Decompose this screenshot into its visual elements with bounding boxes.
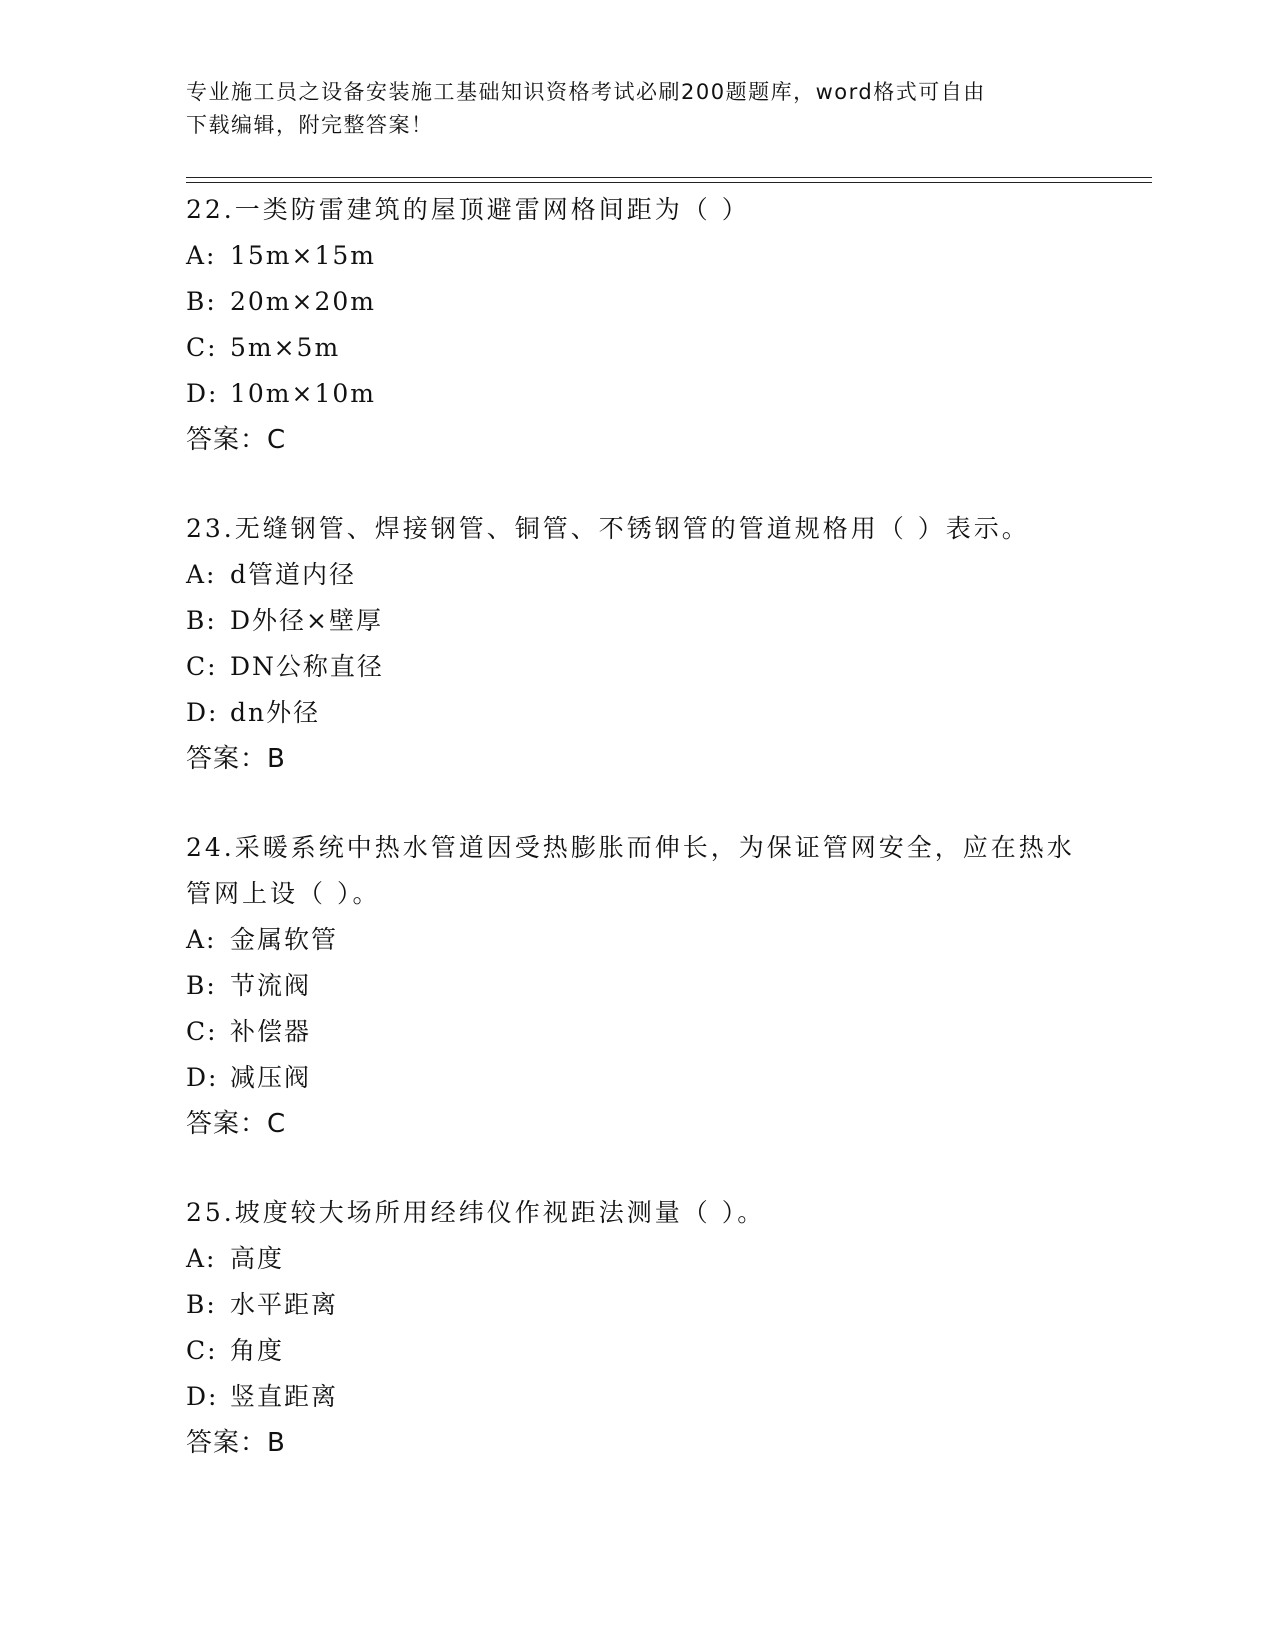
option-text: 竖直距离: [230, 1382, 339, 1411]
option-b: [186, 1282, 1086, 1328]
question-25: [186, 1190, 1086, 1466]
option-letter: D:: [186, 379, 219, 408]
option-letter: D:: [186, 1063, 219, 1092]
option-d: [186, 371, 1086, 417]
option-letter: C:: [186, 1336, 218, 1365]
question-stem: 24.采暖系统中热水管道因受热膨胀而伸长，为保证管网安全，应在热水管网上设（ ）。: [186, 833, 1075, 908]
option-text: dn外径: [230, 698, 321, 727]
option-a: [186, 552, 1086, 598]
option-text: D外径×壁厚: [230, 606, 383, 635]
option-text: 补偿器: [230, 1017, 312, 1046]
option-letter: A:: [186, 925, 217, 954]
option-letter: A:: [186, 241, 217, 270]
option-letter: A:: [186, 1244, 217, 1273]
document-header: [186, 76, 1066, 142]
option-text: 10m×10m: [230, 379, 376, 408]
option-c: [186, 1009, 1086, 1055]
question-23: [186, 506, 1086, 782]
question-stem: 25.坡度较大场所用经纬仪作视距法测量（ ）。: [186, 1198, 766, 1227]
header-line-2: 下载编辑，附完整答案！: [186, 113, 434, 137]
option-letter: C:: [186, 333, 218, 362]
option-letter: A:: [186, 560, 217, 589]
option-text: 节流阀: [230, 971, 312, 1000]
answer-line: 答案：C: [186, 1109, 287, 1139]
header-divider-top: [186, 177, 1152, 178]
option-text: 15m×15m: [230, 241, 376, 270]
option-a: [186, 233, 1086, 279]
header-line-1: 专业施工员之设备安装施工基础知识资格考试必刷200题题库，word格式可自由: [186, 80, 986, 104]
option-b: [186, 598, 1086, 644]
option-text: 减压阀: [230, 1063, 312, 1092]
option-letter: D:: [186, 698, 219, 727]
option-d: [186, 1055, 1086, 1101]
option-text: d管道内径: [230, 560, 357, 589]
option-text: 金属软管: [230, 925, 339, 954]
option-a: [186, 917, 1086, 963]
option-c: [186, 644, 1086, 690]
header-divider-bottom: [186, 182, 1152, 183]
option-d: [186, 1374, 1086, 1420]
option-letter: B:: [186, 971, 217, 1000]
option-letter: B:: [186, 1290, 217, 1319]
option-letter: C:: [186, 1017, 218, 1046]
option-text: 水平距离: [230, 1290, 339, 1319]
question-stem: 23.无缝钢管、焊接钢管、铜管、不锈钢管的管道规格用（ ）表示。: [186, 514, 1030, 543]
option-c: [186, 325, 1086, 371]
question-22: [186, 187, 1086, 463]
question-24: [186, 825, 1086, 1147]
option-text: 5m×5m: [230, 333, 341, 362]
option-letter: B:: [186, 287, 217, 316]
option-letter: D:: [186, 1382, 219, 1411]
option-text: 高度: [230, 1244, 285, 1273]
option-letter: C:: [186, 652, 218, 681]
option-b: [186, 279, 1086, 325]
answer-line: 答案：B: [186, 744, 286, 774]
answer-line: 答案：C: [186, 425, 287, 455]
option-d: [186, 690, 1086, 736]
option-letter: B:: [186, 606, 217, 635]
option-c: [186, 1328, 1086, 1374]
question-stem: 22.一类防雷建筑的屋顶避雷网格间距为（ ）: [186, 195, 750, 224]
option-text: DN公称直径: [230, 652, 384, 681]
option-text: 角度: [230, 1336, 285, 1365]
answer-line: 答案：B: [186, 1428, 286, 1458]
option-b: [186, 963, 1086, 1009]
option-text: 20m×20m: [230, 287, 376, 316]
option-a: [186, 1236, 1086, 1282]
